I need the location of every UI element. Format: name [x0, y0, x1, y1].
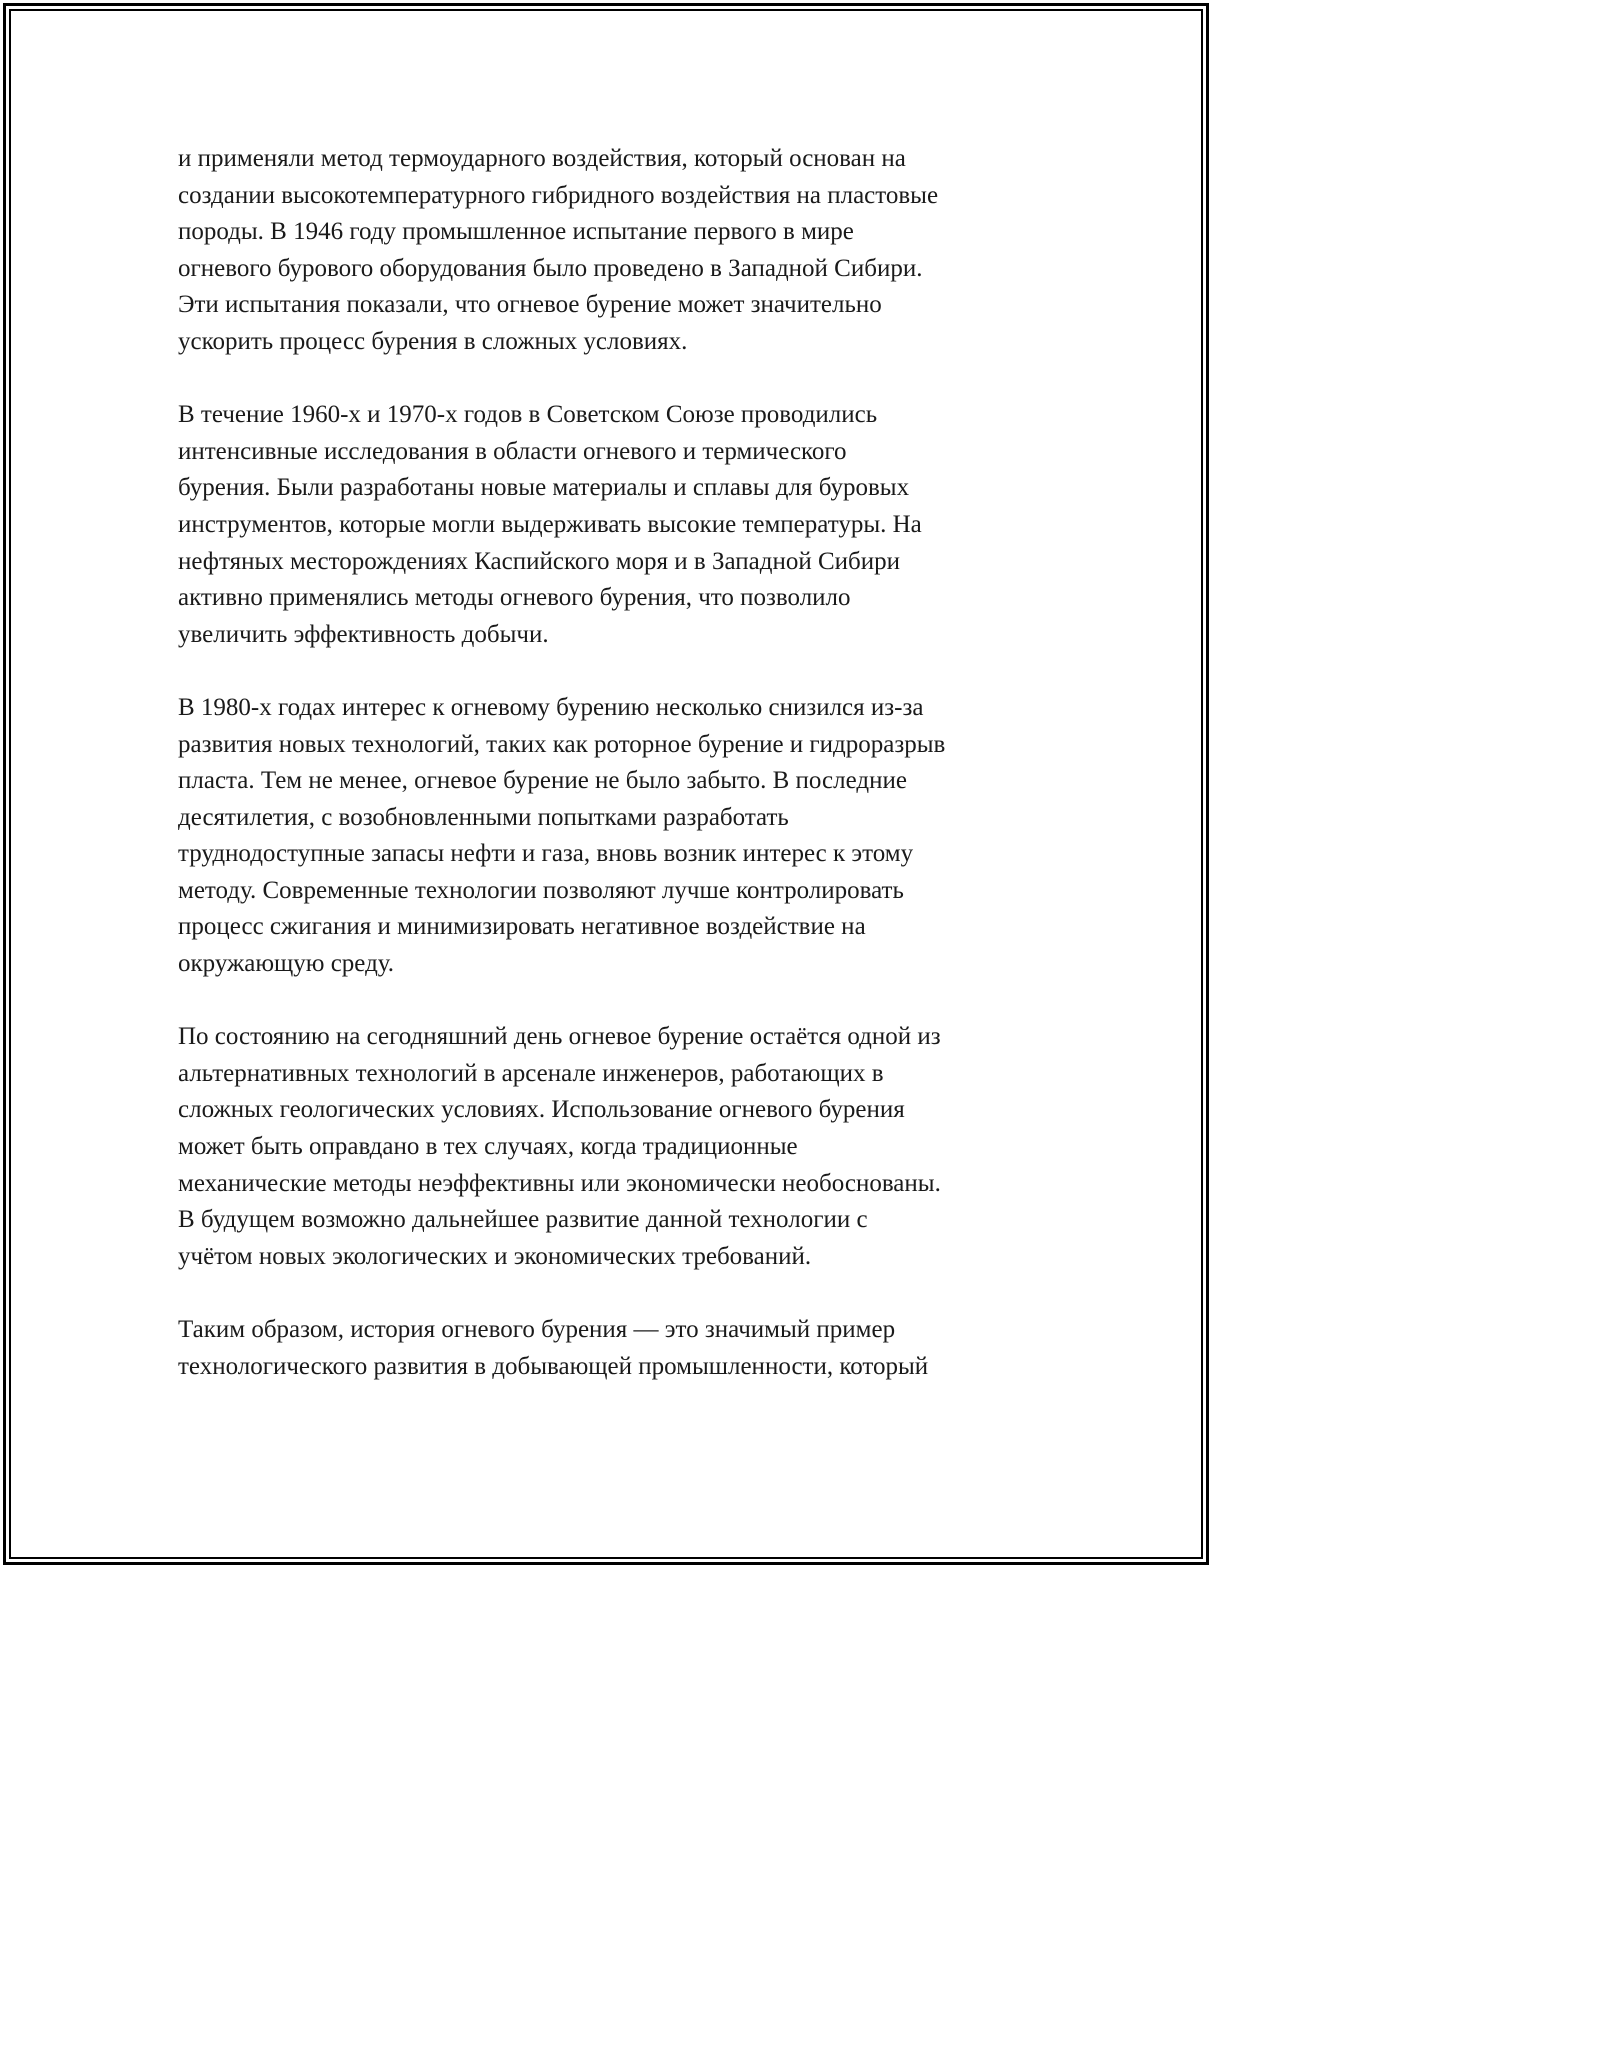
- text-line: механические методы неэффективны или экономически необоснованы.: [178, 1169, 941, 1197]
- text-line: В 1980-х годах интерес к огневому бурению несколько снизился из-за: [178, 693, 924, 721]
- text-line: Таким образом, история огневого бурения — это значимый пример: [178, 1316, 896, 1343]
- text-line: ускорить процесс бурения в сложных условиях.: [178, 327, 688, 355]
- text-line: может быть оправдано в тех случаях, когда традиционные: [178, 1133, 798, 1161]
- text-line: увеличить эффективность добычи.: [178, 620, 549, 648]
- text-line: инструментов, которые могли выдерживать высокие температуры. На: [178, 510, 922, 538]
- text-line: процесс сжигания и минимизировать негативное воздействие на: [178, 913, 866, 941]
- text-line: труднодоступные запасы нефти и газа, вновь возник интерес к этому: [178, 840, 914, 868]
- text-line: методу. Современные технологии позволяют лучше контролировать: [178, 876, 904, 904]
- text-line: технологического развития в добывающей промышленности, который: [178, 1352, 929, 1380]
- text-line: сложных геологических условиях. Использование огневого бурения: [178, 1096, 905, 1124]
- paragraph-1: [178, 141, 1040, 361]
- text-line: По состоянию на сегодняшний день огневое бурение остаётся одной из: [178, 1023, 941, 1051]
- text-line: развития новых технологий, таких как роторное бурение и гидроразрыв: [178, 730, 946, 758]
- text-line: нефтяных месторождениях Каспийского моря и в Западной Сибири: [178, 547, 901, 575]
- text-line: Эти испытания показали, что огневое бурение может значительно: [178, 291, 882, 319]
- paragraph-2: [178, 397, 1040, 653]
- text-line: учётом новых экологических и экономических требований.: [178, 1242, 812, 1270]
- text-line: создании высокотемпературного гибридного воздействия на пластовые: [178, 181, 939, 209]
- text-line: десятилетия, с возобновленными попытками разработать: [178, 803, 789, 831]
- text-line: окружающую среду.: [178, 950, 395, 978]
- paragraph-5: [178, 1312, 1040, 1385]
- paragraph-3: [178, 690, 1040, 983]
- text-line: бурения. Были разработаны новые материалы и сплавы для буровых: [178, 474, 910, 502]
- text-line: и применяли метод термоударного воздействия, который основан на: [178, 145, 906, 172]
- paragraph-4: [178, 1019, 1040, 1275]
- text-line: В будущем возможно дальнейшее развитие данной технологии с: [178, 1206, 868, 1234]
- text-line: активно применялись методы огневого бурения, что позволило: [178, 584, 851, 612]
- document-body: [178, 141, 1040, 1422]
- text-line: породы. В 1946 году промышленное испытание первого в мире: [178, 218, 854, 246]
- text-line: альтернативных технологий в арсенале инженеров, работающих в: [178, 1059, 884, 1087]
- text-line: огневого бурового оборудования было проведено в Западной Сибири.: [178, 254, 923, 282]
- text-line: В течение 1960-х и 1970-х годов в Советском Союзе проводились: [178, 401, 878, 429]
- text-line: пласта. Тем не менее, огневое бурение не было забыто. В последние: [178, 767, 907, 795]
- text-line: интенсивные исследования в области огневого и термического: [178, 437, 847, 465]
